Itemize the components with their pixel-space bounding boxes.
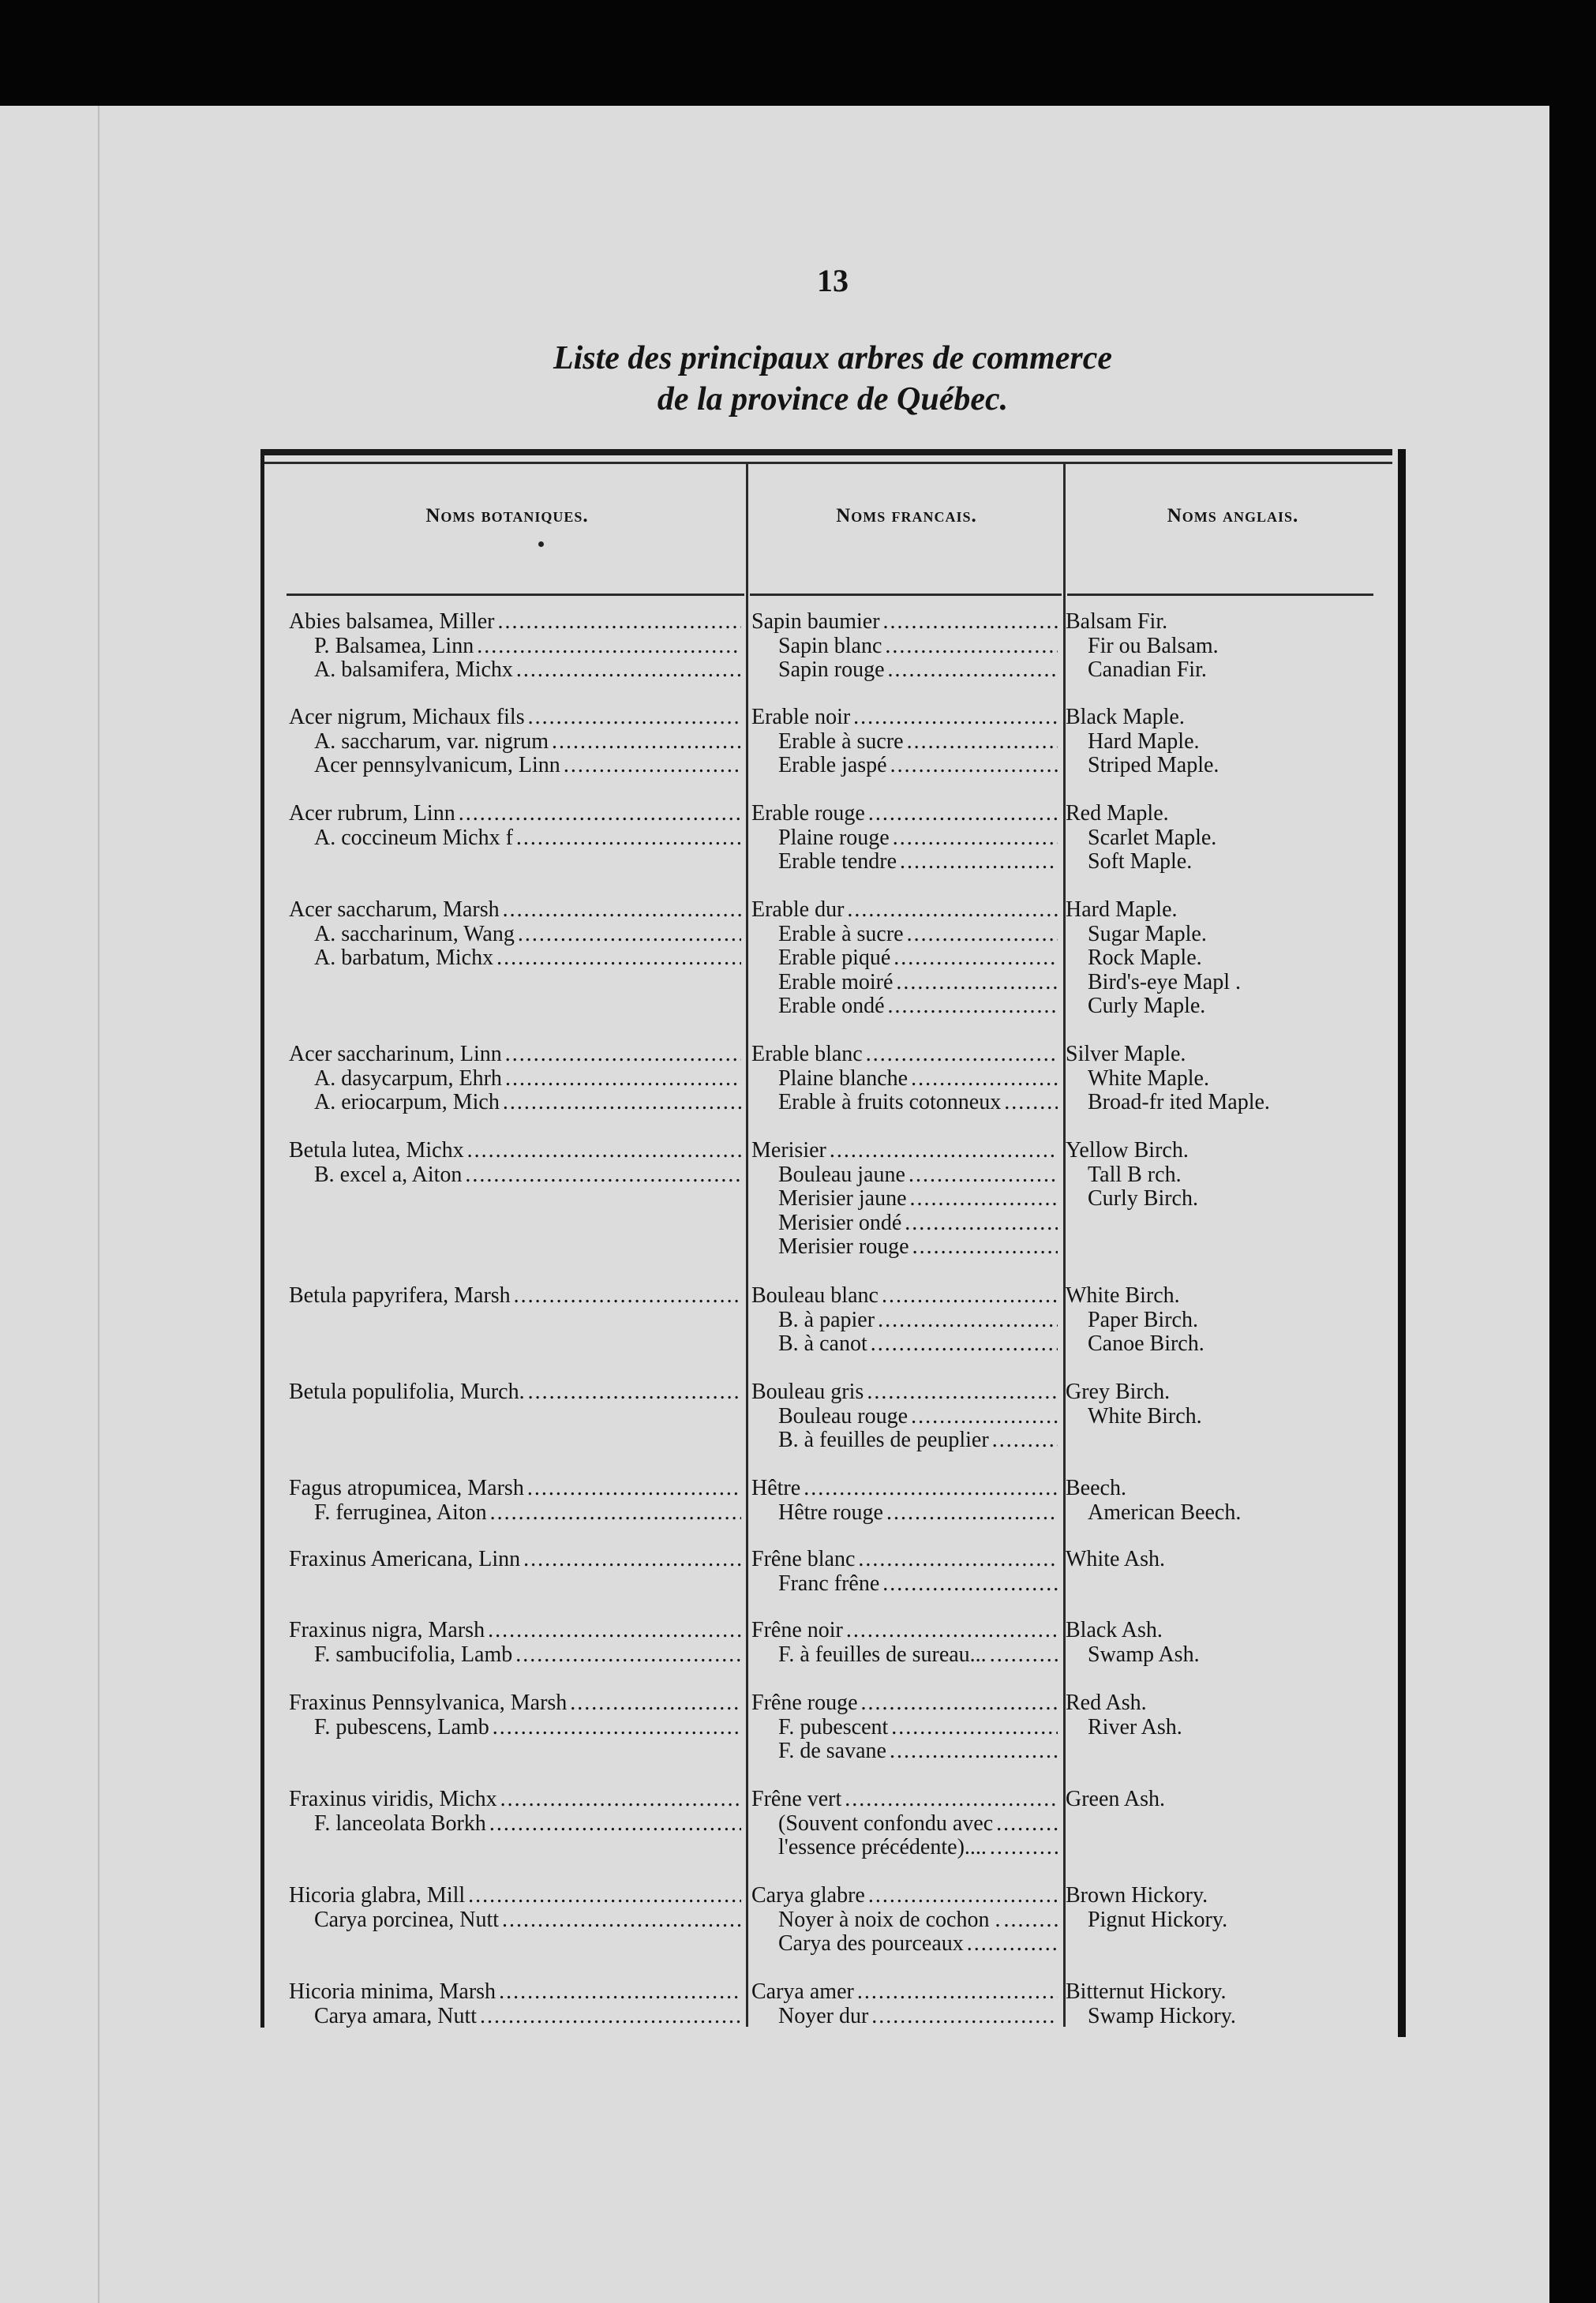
leader-dots <box>1165 1787 1397 1811</box>
leader-dots <box>890 826 1058 850</box>
botanical-name-cell: Fraxinus nigra, Marsh ..... <box>289 1618 741 1642</box>
leader-dots <box>1169 801 1397 826</box>
botanical-name-cell: B. excel a, Aiton ..... <box>314 1163 741 1187</box>
leader-dots <box>1170 1380 1397 1404</box>
french-name-cell: Erable à sucre ..... <box>778 729 1058 754</box>
header-rule-english <box>1067 594 1373 596</box>
leader-dots <box>1000 1908 1058 1932</box>
leader-dots <box>907 1186 1058 1211</box>
table-row <box>0 970 1596 994</box>
botanical-name-cell: Carya amara, Nutt ..... <box>314 2004 741 2028</box>
botanical-name-cell: A. balsamifera, Michx ..... <box>314 657 741 682</box>
botanical-name-cell: Fraxinus viridis, Michx ..... <box>289 1787 741 1811</box>
french-name-cell: Erable rouge ..... <box>751 801 1058 826</box>
table-row <box>0 1571 1596 1596</box>
table-row <box>0 1547 1596 1571</box>
leader-dots <box>1208 1883 1397 1908</box>
leader-dots <box>497 1787 741 1811</box>
botanical-name-cell: A. barbatum, Michx ..... <box>314 946 741 970</box>
leader-dots <box>901 1211 1058 1235</box>
english-name-cell: Brown Hickory. <box>1066 1883 1397 1908</box>
english-name-cell: Grey Birch. <box>1066 1380 1397 1404</box>
french-name-cell: Carya amer ..... <box>751 1979 1058 2004</box>
table-row <box>0 729 1596 754</box>
leader-dots <box>549 729 741 754</box>
leader-dots <box>1167 609 1397 634</box>
french-name-cell: Noyer à noix de cochon . ..... <box>778 1908 1058 1932</box>
botanical-name-cell: Acer saccharum, Marsh ..... <box>289 897 741 922</box>
french-name-cell: Erable à fruits cotonneux ..... <box>778 1090 1058 1114</box>
english-name-cell: American Beech. <box>1088 1500 1397 1525</box>
english-name-cell: Striped Maple. <box>1088 753 1397 777</box>
english-name-cell: Canoe Birch. <box>1088 1331 1397 1356</box>
leader-dots <box>904 729 1058 754</box>
french-name-cell: Plaine blanche ..... <box>778 1066 1058 1091</box>
table-row <box>0 1739 1596 1763</box>
leader-dots <box>1216 826 1397 850</box>
french-name-cell: F. de savane ..... <box>778 1739 1058 1763</box>
table-row <box>0 1163 1596 1187</box>
leader-dots <box>485 1618 741 1642</box>
english-name-cell: Paper Birch. <box>1088 1308 1397 1332</box>
leader-dots <box>886 1739 1058 1763</box>
leader-dots <box>1207 657 1397 682</box>
leader-dots <box>844 897 1058 922</box>
leader-dots <box>989 1428 1058 1452</box>
leader-dots <box>880 609 1058 634</box>
leader-dots <box>477 2004 741 2028</box>
leader-dots <box>864 1380 1058 1404</box>
french-name-cell: Erable à sucre ..... <box>778 922 1058 946</box>
leader-dots <box>1178 897 1397 922</box>
table-row <box>0 609 1596 634</box>
english-name-cell: Yellow Birch. <box>1066 1138 1397 1163</box>
french-name-cell: Erable blanc ..... <box>751 1042 1058 1066</box>
english-name-cell: Curly Maple. <box>1088 994 1397 1018</box>
botanical-name-cell: F. pubescens, Lamb ..... <box>314 1715 741 1739</box>
leader-dots <box>512 1642 741 1667</box>
leader-dots <box>1198 1308 1397 1332</box>
table-row <box>0 1380 1596 1404</box>
header-bullet-mark <box>538 541 544 547</box>
botanical-name-cell: Acer saccharinum, Linn ..... <box>289 1042 741 1066</box>
english-name-cell: Scarlet Maple. <box>1088 826 1397 850</box>
leader-dots <box>888 1715 1058 1739</box>
table-row <box>0 1331 1596 1356</box>
leader-dots <box>964 1931 1058 1956</box>
english-name-cell: Beech. <box>1066 1476 1397 1500</box>
french-name-cell: Sapin baumier ..... <box>751 609 1058 634</box>
botanical-name-cell: P. Balsamea, Linn ..... <box>314 634 741 658</box>
botanical-name-cell: Acer rubrum, Linn ..... <box>289 801 741 826</box>
table-row <box>0 1835 1596 1859</box>
french-name-cell: Frêne vert ..... <box>751 1787 1058 1811</box>
table-top-rule-thick <box>260 449 1392 455</box>
french-name-cell: F. à feuilles de sureau... ..... <box>778 1642 1058 1667</box>
english-name-cell: Bitternut Hickory. <box>1066 1979 1397 2004</box>
french-name-cell: Erable noir ..... <box>751 705 1058 729</box>
leader-dots <box>1165 1547 1397 1571</box>
table-row <box>0 849 1596 874</box>
english-name-cell: Swamp Ash. <box>1088 1642 1397 1667</box>
french-name-cell: Frêne noir ..... <box>751 1618 1058 1642</box>
table-row <box>0 897 1596 922</box>
leader-dots <box>1202 1404 1397 1429</box>
english-name-cell: Hard Maple. <box>1066 897 1397 922</box>
table-row <box>0 1787 1596 1811</box>
leader-dots <box>897 849 1058 874</box>
table-row <box>0 753 1596 777</box>
english-name-cell: Hard Maple. <box>1088 729 1397 754</box>
botanical-name-cell: Fagus atropumicea, Marsh ..... <box>289 1476 741 1500</box>
leader-dots <box>1236 2004 1397 2028</box>
english-name-cell: Black Maple. <box>1066 705 1397 729</box>
french-name-cell: Merisier rouge ..... <box>778 1234 1058 1259</box>
botanical-name-cell: A. saccharinum, Wang ..... <box>314 922 741 946</box>
leader-dots <box>908 1066 1058 1091</box>
table-row <box>0 1691 1596 1715</box>
botanical-name-cell: Hicoria minima, Marsh ..... <box>289 1979 741 2004</box>
leader-dots <box>854 1979 1058 2004</box>
header-english-names: Noms anglais. <box>1167 505 1299 526</box>
table-row <box>0 1066 1596 1091</box>
header-botanical-names: Noms botaniques. <box>425 505 589 526</box>
french-name-cell: Hêtre rouge ..... <box>778 1500 1058 1525</box>
french-name-cell: B. à canot ..... <box>778 1331 1058 1356</box>
french-name-cell: Erable tendre ..... <box>778 849 1058 874</box>
french-name-cell: Bouleau blanc ..... <box>751 1283 1058 1308</box>
leader-dots <box>850 705 1058 729</box>
botanical-name-cell: Acer nigrum, Michaux fils ..... <box>289 705 741 729</box>
french-name-cell: Merisier ondé ..... <box>778 1211 1058 1235</box>
table-row <box>0 1211 1596 1235</box>
leader-dots <box>1185 705 1397 729</box>
leader-dots <box>909 1234 1058 1259</box>
table-row <box>0 922 1596 946</box>
leader-dots <box>493 946 741 970</box>
leader-dots <box>1163 1618 1397 1642</box>
leader-dots <box>885 657 1058 682</box>
french-name-cell: Carya glabre ..... <box>751 1883 1058 1908</box>
english-name-cell: Red Maple. <box>1066 801 1397 826</box>
leader-dots <box>496 1979 741 2004</box>
botanical-name-cell: A. dasycarpum, Ehrh ..... <box>314 1066 741 1091</box>
leader-dots <box>887 753 1058 777</box>
botanical-name-cell: Betula populifolia, Murch. ..... <box>289 1380 741 1404</box>
french-name-cell: Carya des pourceaux ..... <box>778 1931 1058 1956</box>
leader-dots <box>868 2004 1058 2028</box>
header-rule-french <box>750 594 1062 596</box>
english-name-cell: Rock Maple. <box>1088 946 1397 970</box>
english-name-cell: Tall B rch. <box>1088 1163 1397 1187</box>
leader-dots <box>987 1642 1058 1667</box>
leader-dots <box>863 1042 1058 1066</box>
table-row <box>0 1931 1596 1956</box>
leader-dots <box>1001 1090 1058 1114</box>
leader-dots <box>499 1908 741 1932</box>
botanical-name-cell: A. eriocarpum, Mich ..... <box>314 1090 741 1114</box>
french-name-cell: Bouleau rouge ..... <box>778 1404 1058 1429</box>
botanical-name-cell: A. coccineum Michx f ..... <box>314 826 741 850</box>
header-french-names: Noms francais. <box>836 505 977 526</box>
leader-dots <box>1200 729 1397 754</box>
leader-dots <box>885 994 1058 1018</box>
table-row <box>0 826 1596 850</box>
page-title-line-2: de la province de Québec. <box>657 381 1009 418</box>
leader-dots <box>515 922 741 946</box>
leader-dots <box>455 801 741 826</box>
french-name-cell: Hêtre ..... <box>751 1476 1058 1500</box>
table-row <box>0 634 1596 658</box>
botanical-name-cell: Acer pennsylvanicum, Linn ..... <box>314 753 741 777</box>
french-name-cell: Noyer dur ..... <box>778 2004 1058 2028</box>
leader-dots <box>865 801 1058 826</box>
french-name-cell: Frêne rouge ..... <box>751 1691 1058 1715</box>
table-row <box>0 1618 1596 1642</box>
leader-dots <box>1180 1283 1397 1308</box>
leader-dots <box>1219 634 1397 658</box>
table-row <box>0 1979 1596 2004</box>
english-name-cell: Soft Maple. <box>1088 849 1397 874</box>
english-name-cell: Swamp Hickory. <box>1088 2004 1397 2028</box>
leader-dots <box>826 1138 1058 1163</box>
leader-dots <box>1198 1186 1397 1211</box>
leader-dots <box>1207 922 1397 946</box>
leader-dots <box>1192 849 1397 874</box>
english-name-cell: Red Ash. <box>1066 1691 1397 1715</box>
english-name-cell: Bird's-eye Mapl . <box>1088 970 1397 994</box>
leader-dots <box>474 634 741 658</box>
botanical-name-cell: Fraxinus Pennsylvanica, Marsh ..... <box>289 1691 741 1715</box>
leader-dots <box>905 1163 1058 1187</box>
botanical-name-cell: Betula papyrifera, Marsh ..... <box>289 1283 741 1308</box>
page-number: 13 <box>817 263 849 298</box>
leader-dots <box>841 1787 1058 1811</box>
table-row <box>0 1234 1596 1259</box>
leader-dots <box>486 1811 741 1836</box>
table-row <box>0 1283 1596 1308</box>
table-row <box>0 1090 1596 1114</box>
leader-dots <box>904 922 1058 946</box>
leader-dots <box>524 1476 741 1500</box>
table-row <box>0 2004 1596 2028</box>
leader-dots <box>1200 1642 1397 1667</box>
leader-dots <box>1182 1163 1397 1187</box>
leader-dots <box>855 1547 1058 1571</box>
french-name-cell: Erable ondé ..... <box>778 994 1058 1018</box>
english-name-cell: River Ash. <box>1088 1715 1397 1739</box>
table-row <box>0 1811 1596 1836</box>
table-row <box>0 1138 1596 1163</box>
leader-dots <box>1204 1331 1397 1356</box>
french-name-cell: l'essence précédente).... ..... <box>778 1835 1058 1859</box>
french-name-cell: B. à feuilles de peuplier ..... <box>778 1428 1058 1452</box>
botanical-name-cell: F. ferruginea, Aiton ..... <box>314 1500 741 1525</box>
table-row <box>0 994 1596 1018</box>
table-row <box>0 1308 1596 1332</box>
leader-dots <box>567 1691 741 1715</box>
table-row <box>0 801 1596 826</box>
leader-dots <box>525 705 741 729</box>
leader-dots <box>1126 1476 1397 1500</box>
botanical-name-cell: Carya porcinea, Nutt ..... <box>314 1908 741 1932</box>
botanical-name-cell: A. saccharum, var. nigrum ..... <box>314 729 741 754</box>
leader-dots <box>1241 970 1397 994</box>
leader-dots <box>462 1163 741 1187</box>
leader-dots <box>1147 1691 1397 1715</box>
leader-dots <box>1202 946 1397 970</box>
leader-dots <box>800 1476 1058 1500</box>
table-row <box>0 1186 1596 1211</box>
leader-dots <box>502 1066 741 1091</box>
table-row <box>0 1500 1596 1525</box>
english-name-cell: Pignut Hickory. <box>1088 1908 1397 1932</box>
french-name-cell: Erable dur ..... <box>751 897 1058 922</box>
french-name-cell: Sapin rouge ..... <box>778 657 1058 682</box>
english-name-cell: Canadian Fir. <box>1088 657 1397 682</box>
leader-dots <box>879 1283 1058 1308</box>
page-title-line-1: Liste des principaux arbres de commerce <box>553 340 1113 376</box>
table-row <box>0 705 1596 729</box>
english-name-cell: White Birch. <box>1088 1404 1397 1429</box>
english-name-cell: White Birch. <box>1066 1283 1397 1308</box>
english-name-cell: White Maple. <box>1088 1066 1397 1091</box>
french-name-cell: Sapin blanc ..... <box>778 634 1058 658</box>
leader-dots <box>1270 1090 1397 1114</box>
botanical-name-cell: Abies balsamea, Miller ..... <box>289 609 741 634</box>
leader-dots <box>858 1691 1058 1715</box>
leader-dots <box>1189 1138 1397 1163</box>
french-name-cell: F. pubescent ..... <box>778 1715 1058 1739</box>
leader-dots <box>908 1404 1058 1429</box>
leader-dots <box>1205 994 1397 1018</box>
english-name-cell: Sugar Maple. <box>1088 922 1397 946</box>
french-name-cell: B. à papier ..... <box>778 1308 1058 1332</box>
leader-dots <box>1186 1042 1397 1066</box>
leader-dots <box>843 1618 1058 1642</box>
leader-dots <box>1209 1066 1397 1091</box>
leader-dots <box>560 753 741 777</box>
leader-dots <box>993 1811 1058 1836</box>
leader-dots <box>500 897 741 922</box>
leader-dots <box>890 946 1058 970</box>
leader-dots <box>883 1500 1058 1525</box>
english-name-cell: Balsam Fir. <box>1066 609 1397 634</box>
leader-dots <box>511 1283 741 1308</box>
leader-dots <box>1241 1500 1397 1525</box>
french-name-cell: Bouleau jaune ..... <box>778 1163 1058 1187</box>
botanical-name-cell: Fraxinus Americana, Linn ..... <box>289 1547 741 1571</box>
english-name-cell: Green Ash. <box>1066 1787 1397 1811</box>
leader-dots <box>867 1331 1058 1356</box>
leader-dots <box>494 609 741 634</box>
english-name-cell: Silver Maple. <box>1066 1042 1397 1066</box>
leader-dots <box>882 634 1058 658</box>
leader-dots <box>865 1883 1058 1908</box>
leader-dots <box>893 970 1058 994</box>
leader-dots <box>1182 1715 1397 1739</box>
botanical-name-cell: Betula lutea, Michx ..... <box>289 1138 741 1163</box>
french-name-cell: (Souvent confondu avec ..... <box>778 1811 1058 1836</box>
english-name-cell: Black Ash. <box>1066 1618 1397 1642</box>
leader-dots <box>489 1715 741 1739</box>
english-name-cell: Curly Birch. <box>1088 1186 1397 1211</box>
table-row <box>0 1642 1596 1667</box>
botanical-name-cell: F. sambucifolia, Lamb ..... <box>314 1642 741 1667</box>
leader-dots <box>513 826 741 850</box>
table-top-rule-thin <box>260 462 1392 464</box>
table-row <box>0 1042 1596 1066</box>
leader-dots <box>500 1090 741 1114</box>
french-name-cell: Frêne blanc ..... <box>751 1547 1058 1571</box>
leader-dots <box>987 1835 1058 1859</box>
french-name-cell: Merisier ..... <box>751 1138 1058 1163</box>
leader-dots <box>1219 753 1397 777</box>
french-name-cell: Merisier jaune ..... <box>778 1186 1058 1211</box>
leader-dots <box>520 1547 741 1571</box>
table-row <box>0 1428 1596 1452</box>
table-row <box>0 1908 1596 1932</box>
leader-dots <box>487 1500 741 1525</box>
botanical-name-cell: F. lanceolata Borkh ..... <box>314 1811 741 1836</box>
leader-dots <box>502 1042 741 1066</box>
english-name-cell: Broad-fr ited Maple. <box>1088 1090 1397 1114</box>
header-rule-botanical <box>287 594 744 596</box>
english-name-cell: White Ash. <box>1066 1547 1397 1571</box>
french-name-cell: Erable piqué ..... <box>778 946 1058 970</box>
leader-dots <box>879 1571 1058 1596</box>
french-name-cell: Franc frêne ..... <box>778 1571 1058 1596</box>
leader-dots <box>513 657 741 682</box>
table-row <box>0 657 1596 682</box>
leader-dots <box>1226 1979 1397 2004</box>
table-row <box>0 1476 1596 1500</box>
french-name-cell: Erable moiré ..... <box>778 970 1058 994</box>
french-name-cell: Plaine rouge ..... <box>778 826 1058 850</box>
leader-dots <box>875 1308 1058 1332</box>
leader-dots <box>464 1138 741 1163</box>
leader-dots <box>1227 1908 1397 1932</box>
french-name-cell: Bouleau gris ..... <box>751 1380 1058 1404</box>
leader-dots <box>525 1380 741 1404</box>
english-name-cell: Fir ou Balsam. <box>1088 634 1397 658</box>
botanical-name-cell: Hicoria glabra, Mill ..... <box>289 1883 741 1908</box>
table-row <box>0 1883 1596 1908</box>
table-row <box>0 1404 1596 1429</box>
french-name-cell: Erable jaspé ..... <box>778 753 1058 777</box>
table-row <box>0 946 1596 970</box>
table-row <box>0 1715 1596 1739</box>
leader-dots <box>465 1883 741 1908</box>
